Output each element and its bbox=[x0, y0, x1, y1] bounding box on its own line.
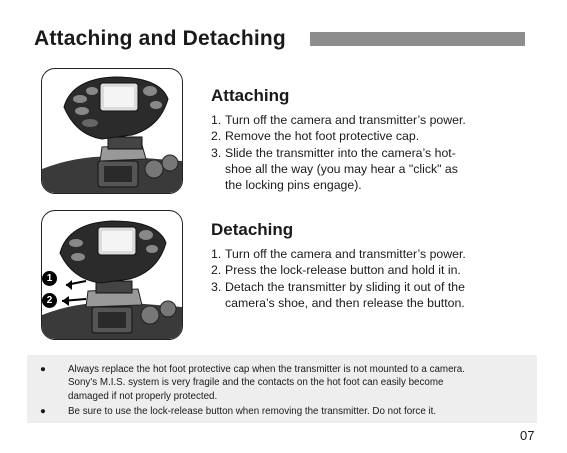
step-number: 2. bbox=[211, 129, 222, 144]
press-arrow-icon bbox=[66, 280, 72, 290]
note-line: damaged if not properly protected. bbox=[68, 390, 218, 402]
callout-1-badge: 1 bbox=[42, 271, 57, 286]
step-text: Remove the hot foot protective cap. bbox=[225, 129, 420, 144]
step-text: Turn off the camera and transmitter’s power. bbox=[225, 113, 466, 127]
detaching-steps bbox=[211, 246, 466, 311]
detaching-illustration bbox=[41, 210, 183, 340]
step-number: 2. bbox=[211, 263, 222, 278]
transmitter-detach-drawing bbox=[42, 211, 182, 339]
attaching-section bbox=[211, 86, 466, 193]
page-number: 07 bbox=[520, 428, 535, 443]
callout-2-badge: 2 bbox=[42, 293, 57, 308]
notes-box bbox=[27, 355, 537, 423]
step-text-line: camera’s shoe, and then release the button. bbox=[225, 295, 465, 310]
step-text-line: the locking pins engage). bbox=[225, 178, 362, 193]
bullet-icon: ● bbox=[40, 364, 46, 375]
note-line: Be sure to use the lock-release button when removing the transmitter. Do not force it. bbox=[68, 406, 437, 417]
attaching-steps bbox=[211, 112, 466, 193]
step-number: 1. bbox=[211, 247, 222, 261]
step-number: 3. bbox=[211, 279, 222, 294]
transmitter-on-camera-drawing bbox=[42, 69, 182, 193]
note-line: Sony's M.I.S. system is very fragile and the contacts on the hot foot can easily become bbox=[68, 377, 444, 389]
attaching-step-2 bbox=[211, 128, 466, 144]
slide-arrow-icon bbox=[62, 296, 69, 306]
title-bar bbox=[310, 32, 525, 46]
attaching-heading: Attaching bbox=[211, 86, 290, 105]
note-line: Always replace the hot foot protective cap when the transmitter is not mounted to a camera. bbox=[68, 364, 465, 375]
attaching-step-3 bbox=[211, 145, 466, 194]
detaching-heading: Detaching bbox=[211, 220, 294, 239]
detaching-step-2 bbox=[211, 262, 466, 278]
attaching-step-1 bbox=[211, 112, 466, 128]
note-item bbox=[40, 363, 538, 403]
detaching-step-3 bbox=[211, 279, 466, 312]
step-text-line: shoe all the way (you may hear a "click" as bbox=[225, 161, 458, 176]
note-item bbox=[40, 405, 538, 418]
attaching-illustration bbox=[41, 68, 183, 194]
bullet-icon: ● bbox=[40, 406, 46, 417]
page-title: Attaching and Detaching bbox=[34, 27, 286, 50]
step-text: Turn off the camera and transmitter’s power. bbox=[225, 247, 466, 261]
detaching-step-1 bbox=[211, 246, 466, 262]
step-number: 3. bbox=[211, 145, 222, 160]
step-text-line: Slide the transmitter into the camera’s hot- bbox=[225, 145, 456, 160]
step-text-line: Detach the transmitter by sliding it out of the bbox=[225, 279, 465, 294]
step-number: 1. bbox=[211, 113, 222, 127]
detaching-section bbox=[211, 220, 466, 311]
step-text: Press the lock-release button and hold it in. bbox=[225, 263, 461, 278]
